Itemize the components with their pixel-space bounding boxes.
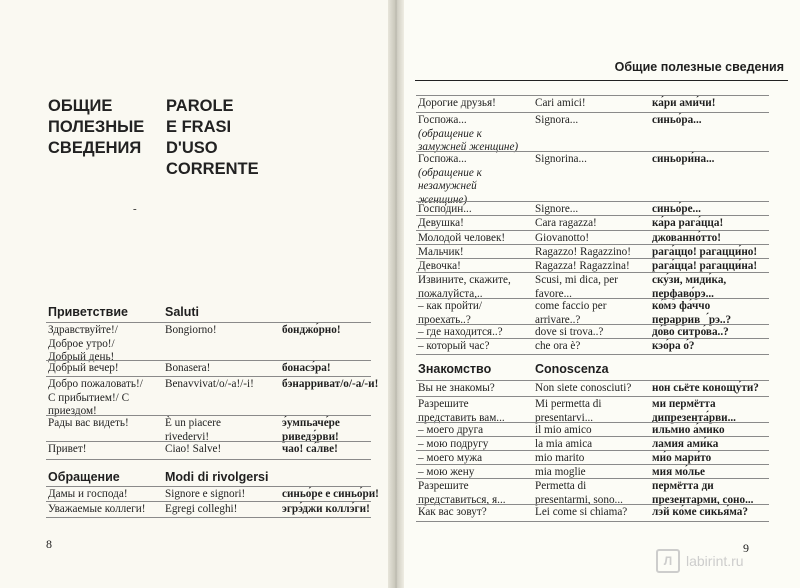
phrase-pronunciation-line: синьо́ра... <box>652 114 702 126</box>
phrase-ru-line: Мальчик! <box>418 246 464 258</box>
row-divider <box>46 517 371 518</box>
phrase-ru-line: представить вам... <box>418 411 505 424</box>
phrase-it-line: mia moglie <box>535 466 586 478</box>
phrase-it <box>165 378 280 392</box>
title-it-line: E FRASI <box>166 118 232 136</box>
phrase-pronunciation <box>282 324 392 338</box>
phrase-pronunciation-line: ламия ами́ка <box>652 438 719 450</box>
phrase-ru-line: приездом! <box>48 405 97 417</box>
phrase-ru-line: Как вас зовут? <box>418 506 487 518</box>
phrase-it-line: dove si trova..? <box>535 326 604 338</box>
phrase-it <box>535 506 647 520</box>
phrase-pronunciation <box>652 398 767 425</box>
phrase-pronunciation <box>652 97 767 111</box>
phrase-ru-line: Девушка! <box>418 217 464 229</box>
row-divider <box>46 415 371 416</box>
phrase-pronunciation-line: презентарми, соно... <box>652 493 754 506</box>
phrase-it <box>535 300 647 327</box>
phrase-it <box>535 97 647 111</box>
phrase-it-line: Non siete conosciuti? <box>535 382 632 394</box>
phrase-it <box>165 324 280 338</box>
phrase-pronunciation-line: лэй ко́ме сикья́ма? <box>652 506 748 518</box>
title-it-line: PAROLE <box>166 97 234 115</box>
phrase-pronunciation-line: эгрэ́джи коллэ́ги! <box>282 503 370 515</box>
phrase-it-line: Bonasera! <box>165 362 211 374</box>
section-heading-it: Modi di rivolgersi <box>165 470 269 484</box>
phrase-pronunciation-line: бонасэ́ра! <box>282 362 331 374</box>
title-it-line: D'USO <box>166 139 218 157</box>
row-divider <box>416 201 769 202</box>
phrase-pronunciation <box>652 300 767 327</box>
phrase-it <box>165 503 280 517</box>
title-ru-line: ОБЩИЕ <box>48 97 113 115</box>
phrase-pronunciation-line: рага́цца! рагацци́на! <box>652 260 758 272</box>
title-ru-line: СВЕДЕНИЯ <box>48 139 142 157</box>
phrase-it-line: Ragazzo! Ragazzino! <box>535 246 631 258</box>
phrase-it-line: che ora è? <box>535 340 581 352</box>
phrase-ru-line: Добрый день! <box>48 351 115 363</box>
title-ru <box>48 96 144 159</box>
phrase-ru <box>418 153 530 167</box>
phrase-pronunciation <box>652 114 767 128</box>
phrase-ru-line: Господин... <box>418 203 472 215</box>
phrase-ru-line: – который час? <box>418 340 490 352</box>
phrase-ru-line: – моего друга <box>418 424 484 436</box>
phrase-ru-line: Здравствуйте!/ <box>48 324 118 336</box>
phrase-ru-line: Дамы и господа! <box>48 488 128 500</box>
title-ru-line: ПОЛЕЗНЫЕ <box>48 118 145 136</box>
phrase-pronunciation-line: кэо́ра о́? <box>652 340 695 352</box>
phrase-ru-line: Госпожа... <box>418 153 467 165</box>
phrase-it-line: Signorina... <box>535 153 587 165</box>
phrase-pronunciation-line: пермётта ди <box>652 480 714 492</box>
phrase-it-line: favore... <box>535 287 572 300</box>
phrase-pronunciation <box>652 382 767 396</box>
page-number-left: 8 <box>46 537 52 551</box>
phrase-ru <box>418 300 530 327</box>
phrase-it-line: Cara ragazza! <box>535 217 597 229</box>
phrase-pronunciation <box>652 340 767 354</box>
phrase-pronunciation-line: рага́ццо! рагацци́но! <box>652 246 758 258</box>
phrase-ru-line: Добрый вечер! <box>48 362 119 374</box>
phrase-pronunciation-line: чао! са́лве! <box>282 443 338 455</box>
row-divider <box>416 95 769 96</box>
phrase-ru-line: Разрешите <box>418 480 469 492</box>
phrase-note-line: незамужней <box>418 180 477 192</box>
phrase-it-line: mio marito <box>535 452 585 464</box>
phrase-it-line: il mio amico <box>535 424 592 436</box>
row-divider <box>416 244 769 245</box>
phrase-ru-line: – моего мужа <box>418 452 483 464</box>
phrase-pronunciation <box>282 503 392 517</box>
section-heading-ru: Обращение <box>48 470 120 484</box>
phrase-it <box>165 443 280 457</box>
phrase-ru-line: – мою жену <box>418 466 475 478</box>
phrase-it <box>165 362 280 376</box>
phrase-ru <box>48 324 163 365</box>
phrase-pronunciation-line: перарривা́рэ..? <box>652 313 732 326</box>
row-divider <box>416 436 769 437</box>
phrase-it-line: Giovanotto! <box>535 232 590 244</box>
phrase-pronunciation <box>282 362 392 376</box>
phrase-pronunciation-line: джованно́тто! <box>652 232 721 244</box>
row-divider <box>416 504 769 505</box>
phrase-pronunciation <box>652 274 767 301</box>
section-heading-ru: Приветствие <box>48 305 128 319</box>
phrase-ru-line: Привет! <box>48 443 87 455</box>
phrase-ru <box>418 114 530 128</box>
row-divider <box>416 112 769 113</box>
row-divider <box>46 360 371 361</box>
phrase-ru-line: Извините, скажите, <box>418 274 511 286</box>
phrase-ru-line: Доброе утро!/ <box>48 337 115 350</box>
running-head: Общие полезные сведения <box>614 60 784 74</box>
phrase-ru-line: Молодой человек! <box>418 232 506 244</box>
row-divider <box>46 376 371 377</box>
row-divider <box>416 396 769 397</box>
phrase-ru-line: – где находится..? <box>418 326 503 338</box>
phrase-it <box>535 274 647 301</box>
phrase-it-line: Ciao! Salve! <box>165 443 222 455</box>
phrase-ru <box>418 217 530 231</box>
title-it <box>166 96 259 180</box>
phrase-it-line: Benavvivat/o/-a!/-i! <box>165 378 254 390</box>
row-divider <box>46 486 371 487</box>
phrase-ru <box>418 382 530 396</box>
phrase-ru <box>48 443 163 457</box>
phrase-ru-line: проехать..? <box>418 313 471 326</box>
phrase-it <box>535 153 647 167</box>
phrase-it <box>535 398 647 425</box>
phrase-pronunciation <box>652 217 767 231</box>
phrase-it <box>535 217 647 231</box>
phrase-ru <box>418 506 530 520</box>
running-head-rule <box>415 80 788 81</box>
row-divider <box>416 230 769 231</box>
title-it-line: CORRENTE <box>166 160 259 178</box>
phrase-it-line: È un piacere <box>165 417 221 429</box>
phrase-it-line: Signore e signori! <box>165 488 246 500</box>
phrase-pronunciation-line: дипрезента́рви... <box>652 411 736 424</box>
phrase-ru <box>48 503 163 517</box>
row-divider <box>46 459 371 460</box>
phrase-pronunciation <box>652 153 767 167</box>
watermark-text: labirint.ru <box>686 553 744 569</box>
row-divider <box>416 464 769 465</box>
phrase-it <box>535 480 647 507</box>
phrase-ru <box>48 362 163 376</box>
watermark <box>656 549 744 573</box>
phrase-it-line: la mia amica <box>535 438 593 450</box>
phrase-ru-line: – мою подругу <box>418 438 489 450</box>
phrase-note-line: замужней женщине) <box>418 141 519 153</box>
phrase-ru-line: Девочка! <box>418 260 461 272</box>
phrase-pronunciation <box>282 417 392 444</box>
phrase-it-line: Mi permetta di <box>535 398 602 410</box>
phrase-ru-line: – как пройти/ <box>418 300 483 312</box>
phrase-pronunciation <box>282 488 392 502</box>
phrase-pronunciation <box>282 378 392 392</box>
phrase-pronunciation-line: ильмио а́мико <box>652 424 725 436</box>
phrase-it-line: come faccio per <box>535 300 607 312</box>
phrase-it-line: Egregi colleghi! <box>165 503 238 515</box>
row-divider <box>46 322 371 323</box>
phrase-ru-line: Рады вас видеть! <box>48 417 129 429</box>
phrase-note-line: женщине) <box>418 193 468 206</box>
section-heading-ru: Знакомство <box>418 362 492 376</box>
phrase-ru <box>418 398 530 425</box>
phrase-ru-line: представиться, я... <box>418 493 506 506</box>
page-number-right: 9 <box>743 541 749 555</box>
phrase-it <box>535 340 647 354</box>
row-divider <box>416 521 769 522</box>
phrase-pronunciation-line: нон сьёте конощу́ти? <box>652 382 759 394</box>
row-divider <box>416 215 769 216</box>
row-divider <box>416 324 769 325</box>
phrase-ru-line: С прибытием!/ С <box>48 391 130 404</box>
phrase-it-line: arrivare..? <box>535 313 581 326</box>
phrase-ru <box>48 378 163 419</box>
phrase-ru-line: Разрешите <box>418 398 469 410</box>
dash-mark: - <box>133 203 137 215</box>
phrase-pronunciation-line: синьо́ре... <box>652 203 701 215</box>
phrase-note-line: (обращение к <box>418 127 482 140</box>
phrase-ru <box>48 488 163 502</box>
phrase-pronunciation-line: ми́о мари́то <box>652 452 712 464</box>
row-divider <box>416 338 769 339</box>
phrase-pronunciation-line: синьори́на... <box>652 153 715 165</box>
row-divider <box>416 450 769 451</box>
phrase-it-line: Scusi, mi dica, per <box>535 274 618 286</box>
phrase-pronunciation-line: бонджо́рно! <box>282 324 341 336</box>
phrase-pronunciation-line: бэнарриват/о/-а/-и! <box>282 378 379 390</box>
phrase-it <box>535 382 647 396</box>
phrase-it-line: presentarvi... <box>535 411 594 424</box>
row-divider <box>416 354 769 355</box>
phrase-it-line: Signore... <box>535 203 579 215</box>
phrase-ru <box>418 97 530 111</box>
phrase-it <box>535 114 647 128</box>
phrase-pronunciation <box>652 480 767 507</box>
phrase-ru <box>418 274 530 301</box>
phrase-it-line: Permetta di <box>535 480 587 492</box>
phrase-it <box>165 488 280 502</box>
phrase-ru-line: Дорогие друзья! <box>418 97 496 109</box>
phrase-pronunciation-line: синьо́ре е синьо́ри! <box>282 488 379 500</box>
row-divider <box>416 380 769 381</box>
row-divider <box>416 258 769 259</box>
phrase-pronunciation <box>652 506 767 520</box>
row-divider <box>416 422 769 423</box>
phrase-ru-line: пожалуйста,.. <box>418 287 483 300</box>
phrase-ru-line: Добро пожаловать!/ <box>48 378 143 390</box>
phrase-pronunciation-line: ка́ри ами́чи! <box>652 97 716 109</box>
phrase-ru <box>418 480 530 507</box>
section-heading-it: Conoscenza <box>535 362 609 376</box>
row-divider <box>416 478 769 479</box>
phrase-it-line: Lei come si chiama? <box>535 506 628 518</box>
row-divider <box>416 298 769 299</box>
watermark-logo-icon: Л <box>656 549 680 573</box>
phrase-it-line: rivedervi! <box>165 430 210 443</box>
phrase-it-line: presentarmi, sono... <box>535 493 623 506</box>
section-heading-it: Saluti <box>165 305 200 319</box>
phrase-pronunciation-line: до́во ситро́ва..? <box>652 326 729 338</box>
phrase-pronunciation-line: ску́зи, миди́ка, <box>652 274 727 286</box>
phrase-pronunciation-line: ко́мэ фа́ччо <box>652 300 711 312</box>
row-divider <box>416 151 769 152</box>
phrase-ru-line: Вы не знакомы? <box>418 382 495 394</box>
row-divider <box>46 441 371 442</box>
phrase-pronunciation-line: э́умпьаче́ре <box>282 417 340 429</box>
phrase-ru-line: Уважаемые коллеги! <box>48 503 146 515</box>
phrase-pronunciation-line: риведэ́рви! <box>282 430 339 443</box>
phrase-it-line: Signora... <box>535 114 579 126</box>
phrase-pronunciation <box>282 443 392 457</box>
phrase-it-line: Ragazza! Ragazzina! <box>535 260 630 272</box>
phrase-pronunciation-line: мия мо́лье <box>652 466 705 478</box>
phrase-note-line: (обращение к <box>418 166 482 179</box>
phrase-pronunciation-line: ми пермётта <box>652 398 716 410</box>
phrase-pronunciation-line: перфаво́рэ... <box>652 287 714 300</box>
row-divider <box>46 501 371 502</box>
phrase-pronunciation-line: ка́ра рага́цца! <box>652 217 724 229</box>
phrase-it <box>165 417 280 444</box>
phrase-it-line: Bongiorno! <box>165 324 217 336</box>
phrase-ru-line: Госпожа... <box>418 114 467 126</box>
phrase-ru <box>418 340 530 354</box>
phrase-ru <box>48 417 163 431</box>
phrase-it-line: Cari amici! <box>535 97 586 109</box>
row-divider <box>416 272 769 273</box>
